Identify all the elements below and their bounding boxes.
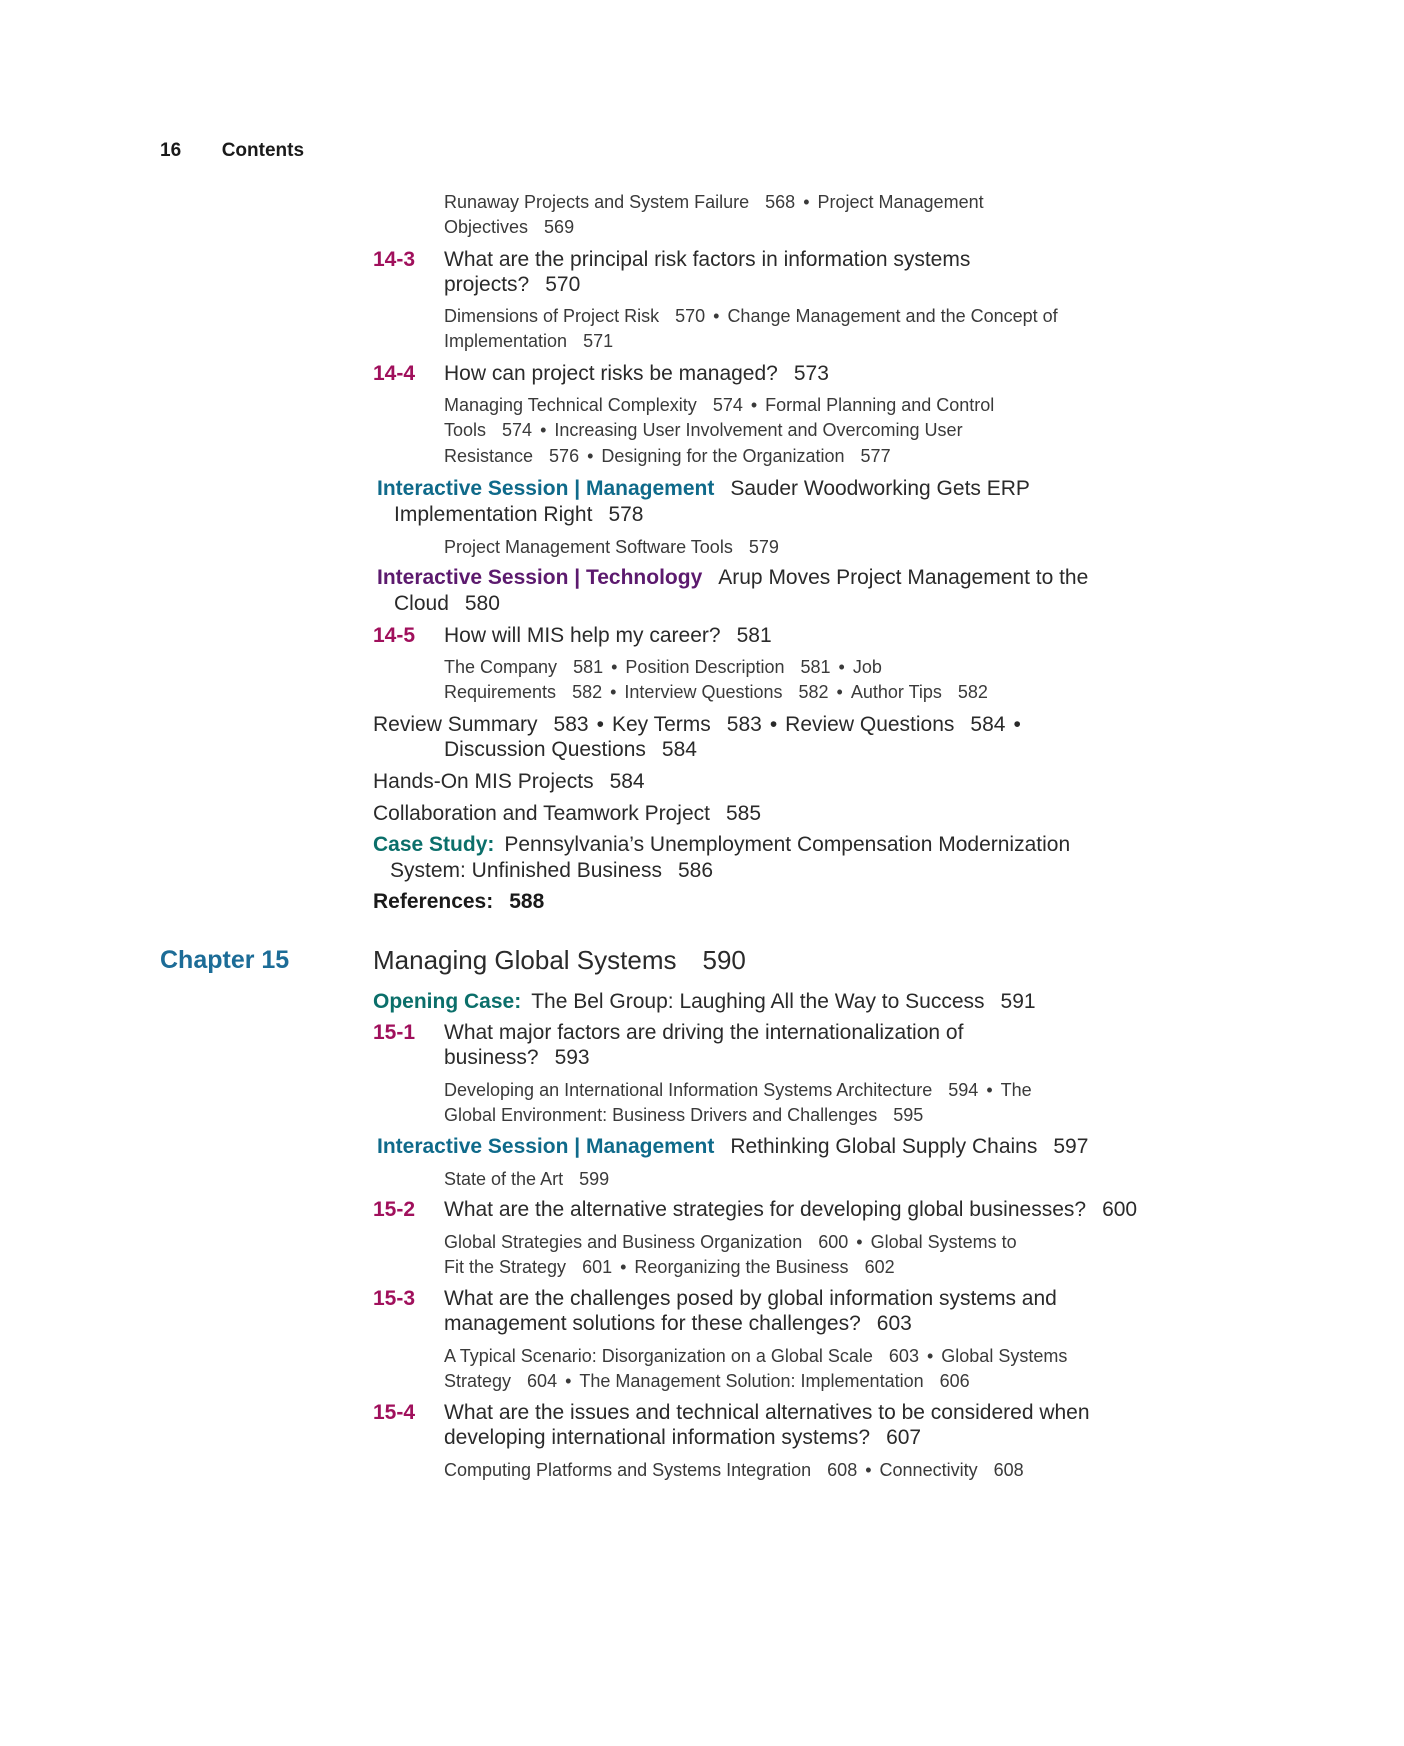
- topic-line: The Company 581 • Position Description 581 • Job: [444, 657, 882, 677]
- section-question[interactable]: How can project risks be managed? 573: [444, 362, 829, 385]
- case-study-label: Case Study:: [373, 833, 495, 856]
- section-question[interactable]: developing international information systems? 607: [444, 1426, 922, 1449]
- interactive-session-cont: Cloud 580: [394, 592, 500, 615]
- interactive-session-cont: Implementation Right 578: [394, 503, 644, 526]
- topic-line: Global Environment: Business Drivers and Challenges 595: [444, 1105, 924, 1125]
- section-number: 15-3: [373, 1287, 416, 1310]
- topic-line: Resistance 576 • Designing for the Organization 577: [444, 446, 891, 466]
- section-question[interactable]: projects? 570: [444, 273, 581, 296]
- topic-line: Developing an International Information Systems Architecture 594 • The: [444, 1080, 1032, 1100]
- topic-line: Computing Platforms and Systems Integration 608 • Connectivity 608: [444, 1460, 1024, 1480]
- chapter-label: Chapter 15: [160, 946, 290, 974]
- section-number: 14-3: [373, 248, 416, 271]
- page-header: [160, 140, 304, 162]
- topic-line: Strategy 604 • The Management Solution: Implementation 606: [444, 1371, 970, 1391]
- topic-line: Global Strategies and Business Organization 600 • Global Systems to: [444, 1232, 1017, 1252]
- page-number: 16: [160, 140, 182, 161]
- section-question[interactable]: How will MIS help my career? 581: [444, 624, 772, 647]
- section-question[interactable]: What major factors are driving the internationalization of: [444, 1021, 964, 1044]
- topic-line: Implementation 571: [444, 331, 614, 351]
- session-label: Interactive Session | Management: [377, 1135, 715, 1158]
- interactive-session[interactable]: Interactive Session | Management Rethinking Global Supply Chains 597: [377, 1135, 1089, 1158]
- case-study[interactable]: Case Study: Pennsylvania’s Unemployment Compensation Modernization: [373, 833, 1071, 856]
- topic-line: State of the Art 599: [444, 1169, 610, 1189]
- section-question[interactable]: management solutions for these challenges? 603: [444, 1312, 912, 1335]
- end-matter-line[interactable]: Review Summary 583 • Key Terms 583 • Review Questions 584 •: [373, 713, 1021, 736]
- section-question[interactable]: What are the alternative strategies for developing global businesses? 600: [444, 1198, 1138, 1221]
- section-question[interactable]: business? 593: [444, 1046, 590, 1069]
- chapter-title[interactable]: Managing Global Systems 590: [373, 945, 746, 975]
- end-matter-line[interactable]: Collaboration and Teamwork Project 585: [373, 802, 762, 825]
- session-label: Interactive Session | Management: [377, 477, 715, 500]
- topic-line: Tools 574 • Increasing User Involvement and Overcoming User: [444, 420, 963, 440]
- section-question[interactable]: What are the challenges posed by global information systems and: [444, 1287, 1057, 1310]
- interactive-session[interactable]: Interactive Session | Management Sauder Woodworking Gets ERP: [377, 477, 1030, 500]
- topic-line: Project Management Software Tools 579: [444, 537, 779, 557]
- topic-line: Managing Technical Complexity 574 • Formal Planning and Control: [444, 395, 995, 415]
- section-number: 15-1: [373, 1021, 416, 1044]
- topic-line: Objectives 569: [444, 217, 575, 237]
- interactive-session[interactable]: Interactive Session | Technology Arup Moves Project Management to the: [377, 566, 1089, 589]
- section-number: 15-4: [373, 1401, 416, 1424]
- references[interactable]: References: 588: [373, 890, 545, 913]
- topic-line: Dimensions of Project Risk 570 • Change Management and the Concept of: [444, 306, 1058, 326]
- section-number: 15-2: [373, 1198, 416, 1221]
- section-question[interactable]: What are the issues and technical alternatives to be considered when: [444, 1401, 1090, 1424]
- header-title: Contents: [221, 140, 305, 161]
- section-question[interactable]: What are the principal risk factors in information systems: [444, 248, 971, 271]
- topic-line: Requirements 582 • Interview Questions 582 • Author Tips 582: [444, 682, 988, 702]
- topic-line: Runaway Projects and System Failure 568 • Project Management: [444, 192, 984, 212]
- end-matter-line[interactable]: Discussion Questions 584: [444, 738, 697, 761]
- section-number: 14-5: [373, 624, 416, 647]
- opening-case-label: Opening Case:: [373, 990, 522, 1013]
- section-number: 14-4: [373, 362, 416, 385]
- session-label: Interactive Session | Technology: [377, 566, 703, 589]
- topic-line: Fit the Strategy 601 • Reorganizing the Business 602: [444, 1257, 895, 1277]
- topic-line: A Typical Scenario: Disorganization on a Global Scale 603 • Global Systems: [444, 1346, 1068, 1366]
- opening-case[interactable]: Opening Case: The Bel Group: Laughing All the Way to Success 591: [373, 990, 1036, 1013]
- end-matter-line[interactable]: Hands-On MIS Projects 584: [373, 770, 645, 793]
- case-study-cont: System: Unfinished Business 586: [390, 859, 714, 882]
